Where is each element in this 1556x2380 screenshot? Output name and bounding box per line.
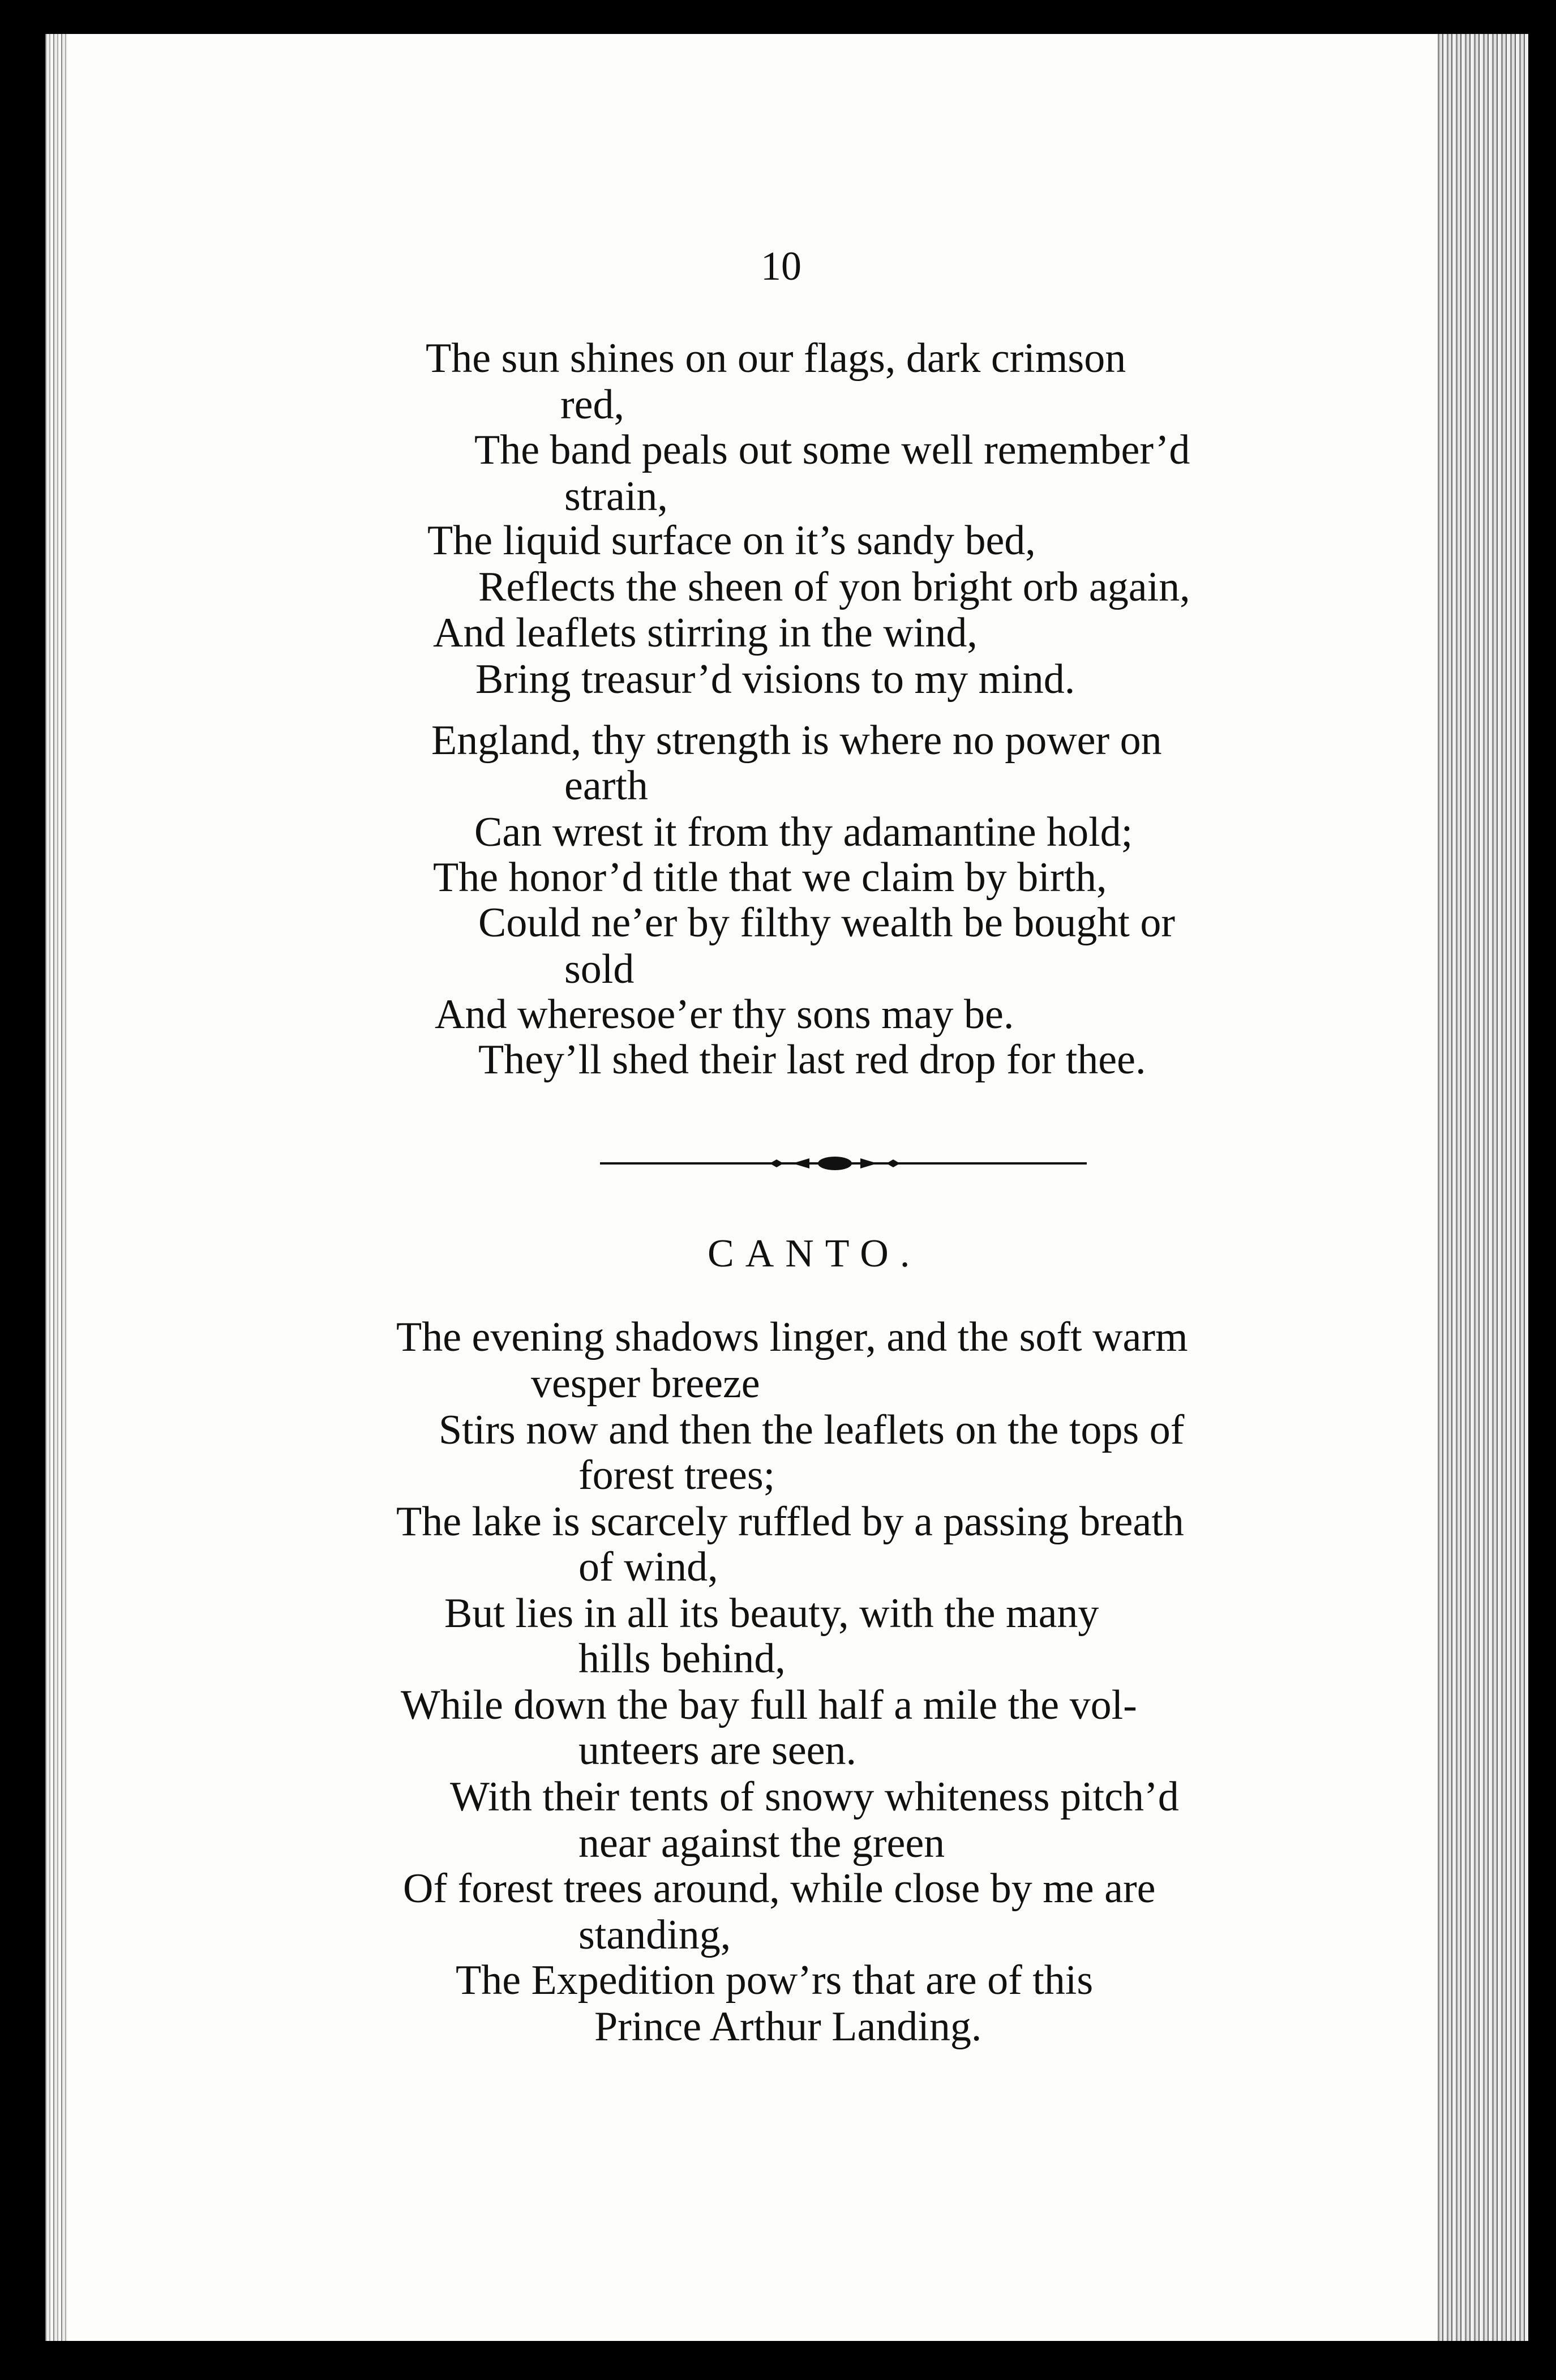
page-number: 10	[761, 243, 801, 289]
poem-line: Stirs now and then the leaflets on the tops of	[439, 1407, 1185, 1453]
poem-line: standing,	[578, 1912, 731, 1958]
poem-line: The liquid surface on it’s sandy bed,	[427, 517, 1036, 564]
poem-line: With their tents of snowy whiteness pitch’d	[450, 1774, 1179, 1820]
poem-line: And leaflets stirring in the wind,	[433, 610, 978, 656]
poem-line: The evening shadows linger, and the soft warm	[396, 1314, 1188, 1360]
poem-line: The Expedition pow’rs that are of this	[456, 1957, 1094, 2004]
poem-line: hills behind,	[578, 1636, 786, 1682]
poem-line: unteers are seen.	[578, 1727, 857, 1774]
ornamental-divider	[600, 1155, 1087, 1172]
scan-border-bottom	[0, 2341, 1556, 2380]
page-edge-left	[45, 34, 68, 2341]
poem-line: of wind,	[578, 1544, 718, 1590]
poem-line: The band peals out some well remember’d	[474, 427, 1190, 473]
poem-line: And wheresoe’er thy sons may be.	[435, 991, 1014, 1038]
poem-line: strain,	[564, 473, 668, 520]
poem-line: The lake is scarcely ruffled by a passing breath	[396, 1499, 1184, 1545]
poem-line: While down the bay full half a mile the vol-	[401, 1682, 1137, 1728]
poem-line: near against the green	[578, 1820, 945, 1867]
scan-border-left	[0, 0, 45, 2380]
section-heading: CANTO.	[708, 1232, 921, 1275]
poem-line: Can wrest it from thy adamantine hold;	[474, 809, 1133, 855]
poem-line: England, thy strength is where no power on	[431, 717, 1162, 764]
poem-line: forest trees;	[578, 1452, 775, 1499]
page-edge-right	[1438, 34, 1528, 2341]
poem-line: The sun shines on our flags, dark crimson	[426, 335, 1126, 382]
poem-line: Of forest trees around, while close by me are	[403, 1865, 1156, 1912]
poem-line: red,	[560, 382, 624, 428]
poem-line: vesper breeze	[531, 1360, 760, 1407]
poem-line: Prince Arthur Landing.	[594, 2004, 982, 2050]
poem-line: But lies in all its beauty, with the many	[444, 1590, 1099, 1637]
poem-line: earth	[564, 763, 648, 809]
poem-line: Could ne’er by filthy wealth be bought or	[478, 900, 1176, 946]
scan-border-right	[1528, 0, 1556, 2380]
poem-line: Reflects the sheen of yon bright orb again,	[478, 564, 1190, 610]
scan-border-top	[0, 0, 1556, 34]
poem-line: Bring treasur’d visions to my mind.	[475, 656, 1075, 703]
poem-line: sold	[564, 946, 635, 992]
poem-line: They’ll shed their last red drop for thee.	[478, 1037, 1146, 1083]
poem-line: The honor’d title that we claim by birth,	[433, 854, 1107, 901]
